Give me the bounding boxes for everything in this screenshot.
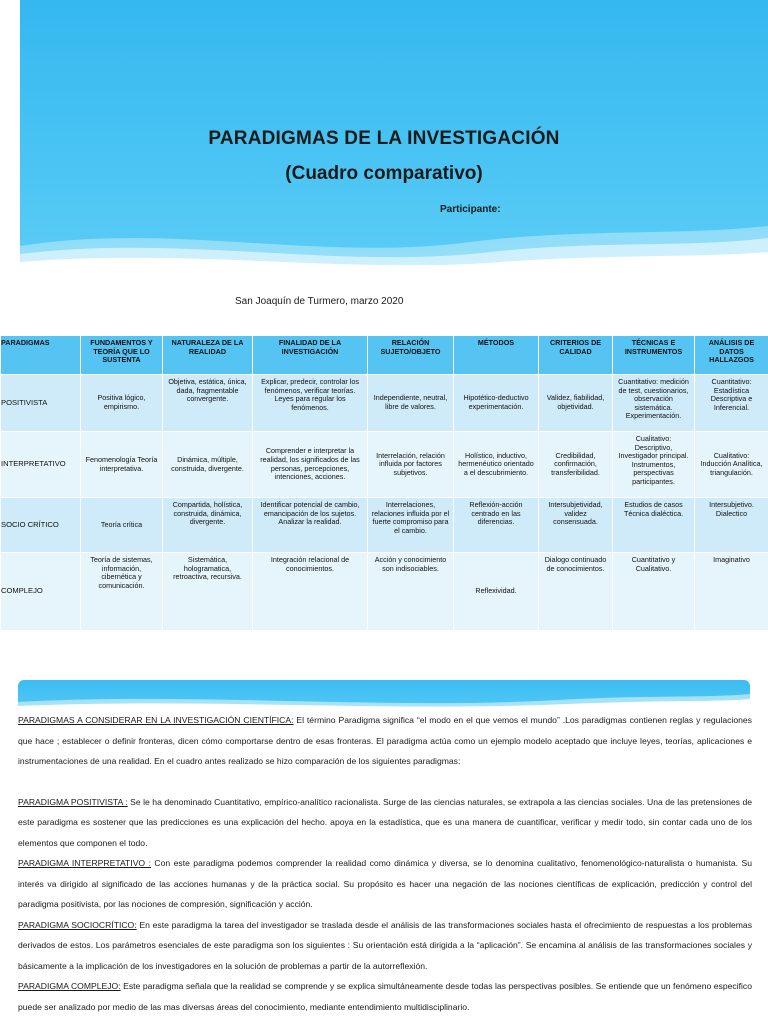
table-cell: Cuantitativo: medición de test, cuestionarios, observación sistemática. Experimentación. bbox=[613, 375, 695, 432]
paradigm-name: SOCIO CRÍTICO bbox=[1, 498, 81, 553]
table-cell: Compartida, holística, construida, dinámica, divergente. bbox=[163, 498, 253, 553]
table-row-interpretativo bbox=[1, 432, 768, 498]
header-cell: ANÁLISIS DE DATOS HALLAZGOS bbox=[695, 336, 768, 375]
paragraph-text: Se le ha denominado Cuantitativo, empírico-analítico racionalista. Surge de las ciencias naturales, se extrapola a las ciencias sociales. Una de las pretensiones de este paradigma es sostener que las predicciones es una explicación del hecho. apoya en la estadística, que es una manera de cuantificar, verificar y medir todo, sin contar cada uno de los elementos que componen el todo. bbox=[18, 797, 752, 848]
table-cell: Estudios de casos Técnica dialéctica. bbox=[613, 498, 695, 553]
comparison-table bbox=[0, 335, 768, 631]
table-cell: Reflexión-acción centrado en las diferencias. bbox=[454, 498, 539, 553]
paragraph-text: El término Paradigma significa “el modo en el que vemos el mundo” .Los paradigmas contienen reglas y regulaciones que hace ; establecer o definir fronteras, dicen cómo comportarse dentro de esas fronteras. El paradigma actúa como un ejemplo modelo aceptado que incluye leyes, teorías, aplicaciones e instrumentaciones de una realidad. En el cuadro antes realizado se hizo comparación de los siguientes paradigmas: bbox=[18, 715, 752, 766]
header-cell: FINALIDAD DE LA INVESTIGACIÓN bbox=[253, 336, 368, 375]
table-cell: Intersubjetivo. Dialectico bbox=[695, 498, 768, 553]
table-cell: Reflexividad. bbox=[454, 553, 539, 631]
table-row-socio-critico bbox=[1, 498, 768, 553]
banner-wave-decoration bbox=[20, 212, 768, 272]
paragraph-text: Este paradigma señala que la realidad se comprende y se explica simultáneamente desde todas las perspectivas posibles. Se entiende que un fenómeno especifico puede ser analizado por medio de las mas diversas áreas del conocimiento, mediante entendimiento multidisciplinario. bbox=[18, 981, 752, 1012]
participant-label: Participante: bbox=[440, 204, 501, 215]
table-cell: Validez, fiabilidad, objetividad. bbox=[539, 375, 613, 432]
table-cell: Dinámica, múltiple, construida, divergente. bbox=[163, 432, 253, 498]
place-date: San Joaquín de Turmero, marzo 2020 bbox=[235, 296, 403, 307]
table-cell: Teoría crítica bbox=[81, 498, 163, 553]
table-cell: Acción y conocimiento son indisociables. bbox=[368, 553, 454, 631]
header-cell: TÉCNICAS E INSTRUMENTOS bbox=[613, 336, 695, 375]
section-heading: PARADIGMA INTERPRETATIVO : bbox=[18, 858, 151, 868]
table-cell: Cuantitativo y Cualitativo. bbox=[613, 553, 695, 631]
table-cell: Credibilidad, confirmación, transferibilidad. bbox=[539, 432, 613, 498]
table-cell: Positiva lógico, empirismo. bbox=[81, 375, 163, 432]
banner-wave-decoration bbox=[18, 692, 750, 710]
cover-slide bbox=[0, 0, 768, 330]
table-cell: Holístico, inductivo, hermenéutico orientado a el descubrimiento. bbox=[454, 432, 539, 498]
interpretativo-paragraph bbox=[18, 853, 752, 915]
table-cell: Integración relacional de conocimientos. bbox=[253, 553, 368, 631]
positivista-paragraph bbox=[18, 792, 752, 854]
table-cell: Interrelaciones, relaciones influida por el fuerte compromiso para el cambio. bbox=[368, 498, 454, 553]
section-heading: PARADIGMA COMPLEJO: bbox=[18, 981, 121, 991]
table-cell: Comprender e interpretar la realidad, los significados de las personas, percepciones, intenciones, acciones. bbox=[253, 432, 368, 498]
header-cell: PARADIGMAS bbox=[1, 336, 81, 375]
paragraph-text: En este paradigma la tarea del investigador se traslada desde el análisis de las transformaciones sociales hasta el ofrecimiento de respuestas a los problemas derivados de estos. Los parámetros esenciales de este paradigma son los siguientes : Su orientación está dirigida a la “aplicación”. Se encamina al análisis de las transformaciones sociales y básicamente a la implicación de los investigadores en la solución de problemas a partir de la autorreflexión. bbox=[18, 920, 752, 971]
text-slide-banner bbox=[18, 680, 750, 710]
header-cell: FUNDAMENTOS Y TEORÍA QUE LO SUSTENTA bbox=[81, 336, 163, 375]
table-cell: Fenomenología Teoría interpretativa. bbox=[81, 432, 163, 498]
section-heading: PARADIGMA SOCIOCRÍTICO: bbox=[18, 920, 137, 930]
table-cell: Identificar potencial de cambio, emancipación de los sujetos. Analizar la realidad. bbox=[253, 498, 368, 553]
intro-paragraph bbox=[18, 710, 752, 772]
table-cell: Independiente, neutral, libre de valores. bbox=[368, 375, 454, 432]
header-cell: MÉTODOS bbox=[454, 336, 539, 375]
table-cell: Cualitativo: Descriptivo, Investigador principal. Instrumentos, perspectivas participantes. bbox=[613, 432, 695, 498]
text-content bbox=[18, 710, 752, 1017]
header-cell: NATURALEZA DE LA REALIDAD bbox=[163, 336, 253, 375]
table-cell: Imaginativo bbox=[695, 553, 768, 631]
table-cell: Sistemática, hologramatica, retroactiva, recursiva. bbox=[163, 553, 253, 631]
table-cell: Teoría de sistemas, información, cibernética y comunicación. bbox=[81, 553, 163, 631]
page-subtitle: (Cuadro comparativo) bbox=[0, 163, 768, 185]
complejo-paragraph bbox=[18, 976, 752, 1017]
table-cell: Dialogo continuado de conocimientos. bbox=[539, 553, 613, 631]
table-cell: Cuantitativo: Estadística Descriptiva e Inferencial. bbox=[695, 375, 768, 432]
table-header-row bbox=[1, 336, 768, 375]
table-cell: Hipotético-deductivo experimentación. bbox=[454, 375, 539, 432]
sociocritico-paragraph bbox=[18, 915, 752, 977]
table-cell: Interrelación, relación influida por factores subjetivos. bbox=[368, 432, 454, 498]
section-heading: PARADIGMAS A CONSIDERAR EN LA INVESTIGACIÓN CIENTÍFICA: bbox=[18, 715, 294, 725]
table-cell: Explicar, predecir, controlar los fenómenos, verificar teorías. Leyes para regular los fenómenos. bbox=[253, 375, 368, 432]
text-slide bbox=[18, 680, 750, 1002]
header-cell: RELACIÓN SUJETO/OBJETO bbox=[368, 336, 454, 375]
paradigm-name: POSITIVISTA bbox=[1, 375, 81, 432]
table-row-complejo bbox=[1, 553, 768, 631]
paragraph-text: Con este paradigma podemos comprender la realidad como dinámica y diversa, se lo denomina cualitativo, fenomenológico-naturalista o humanista. Su interés va dirigido al significado de las acciones humanas y de la práctica social. Su propósito es hacer una negación de las nociones científicas de explicación, predicción y control del paradigma positivista, por las nociones de compresión, significación y acción. bbox=[18, 858, 752, 909]
paradigm-name: COMPLEJO bbox=[1, 553, 81, 631]
header-cell: CRITERIOS DE CALIDAD bbox=[539, 336, 613, 375]
paradigm-name: INTERPRETATIVO bbox=[1, 432, 81, 498]
table-cell: Cualitativo: Inducción Analítica, triangulación. bbox=[695, 432, 768, 498]
table-cell: Objetiva, estática, única, dada, fragmentable convergente. bbox=[163, 375, 253, 432]
table-cell: Intersubjetividad, validez consensuada. bbox=[539, 498, 613, 553]
section-heading: PARADIGMA POSITIVISTA : bbox=[18, 797, 128, 807]
page-title: PARADIGMAS DE LA INVESTIGACIÓN bbox=[0, 128, 768, 150]
table-row-positivista bbox=[1, 375, 768, 432]
